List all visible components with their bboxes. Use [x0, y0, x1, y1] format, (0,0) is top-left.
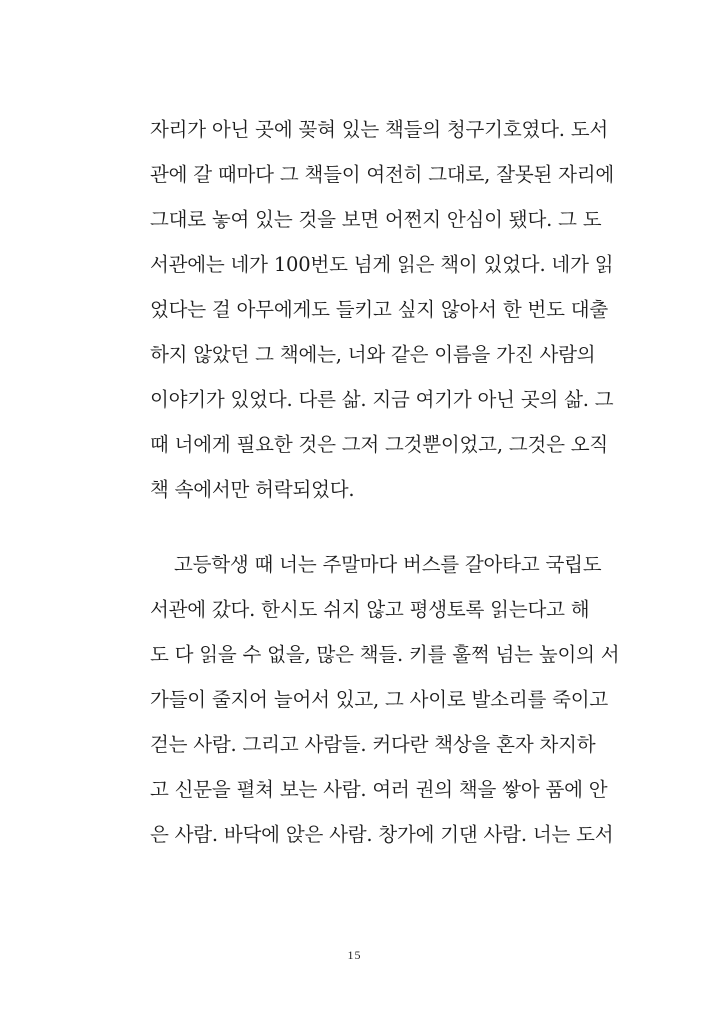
text-line: 도 다 읽을 수 없을, 많은 책들. 키를 훌쩍 넘는 높이의 서 — [150, 643, 620, 666]
text-line: 은 사람. 바닥에 앉은 사람. 창가에 기댄 사람. 너는 도서 — [150, 823, 614, 846]
text-line: 그대로 놓여 있는 것을 보면 어쩐지 안심이 됐다. 그 도 — [150, 208, 602, 231]
text-line: 서관에는 네가 100번도 넘게 읽은 책이 있었다. 네가 읽 — [150, 253, 614, 276]
text-line: 때 너에게 필요한 것은 그저 그것뿐이었고, 그것은 오직 — [150, 433, 609, 456]
text-line: 고 신문을 펼쳐 보는 사람. 여러 권의 책을 쌓아 품에 안 — [150, 778, 608, 801]
text-line: 고등학생 때 너는 주말마다 버스를 갈아타고 국립도 — [174, 553, 602, 576]
text-line: 자리가 아닌 곳에 꽂혀 있는 책들의 청구기호였다. 도서 — [150, 118, 609, 141]
text-line: 었다는 걸 아무에게도 들키고 싶지 않아서 한 번도 대출 — [150, 298, 609, 321]
text-line: 관에 갈 때마다 그 책들이 여전히 그대로, 잘못된 자리에 — [150, 163, 615, 186]
page-number: 15 — [347, 948, 362, 962]
text-line: 책 속에서만 허락되었다. — [150, 478, 355, 501]
text-line: 걷는 사람. 그리고 사람들. 커다란 책상을 혼자 차지하 — [150, 733, 596, 756]
text-line: 서관에 갔다. 한시도 쉬지 않고 평생토록 읽는다고 해 — [150, 598, 590, 621]
text-line: 가들이 줄지어 늘어서 있고, 그 사이로 발소리를 죽이고 — [150, 688, 609, 711]
text-line: 하지 않았던 그 책에는, 너와 같은 이름을 가진 사람의 — [150, 343, 596, 366]
text-line: 이야기가 있었다. 다른 삶. 지금 여기가 아닌 곳의 삶. 그 — [150, 388, 614, 411]
